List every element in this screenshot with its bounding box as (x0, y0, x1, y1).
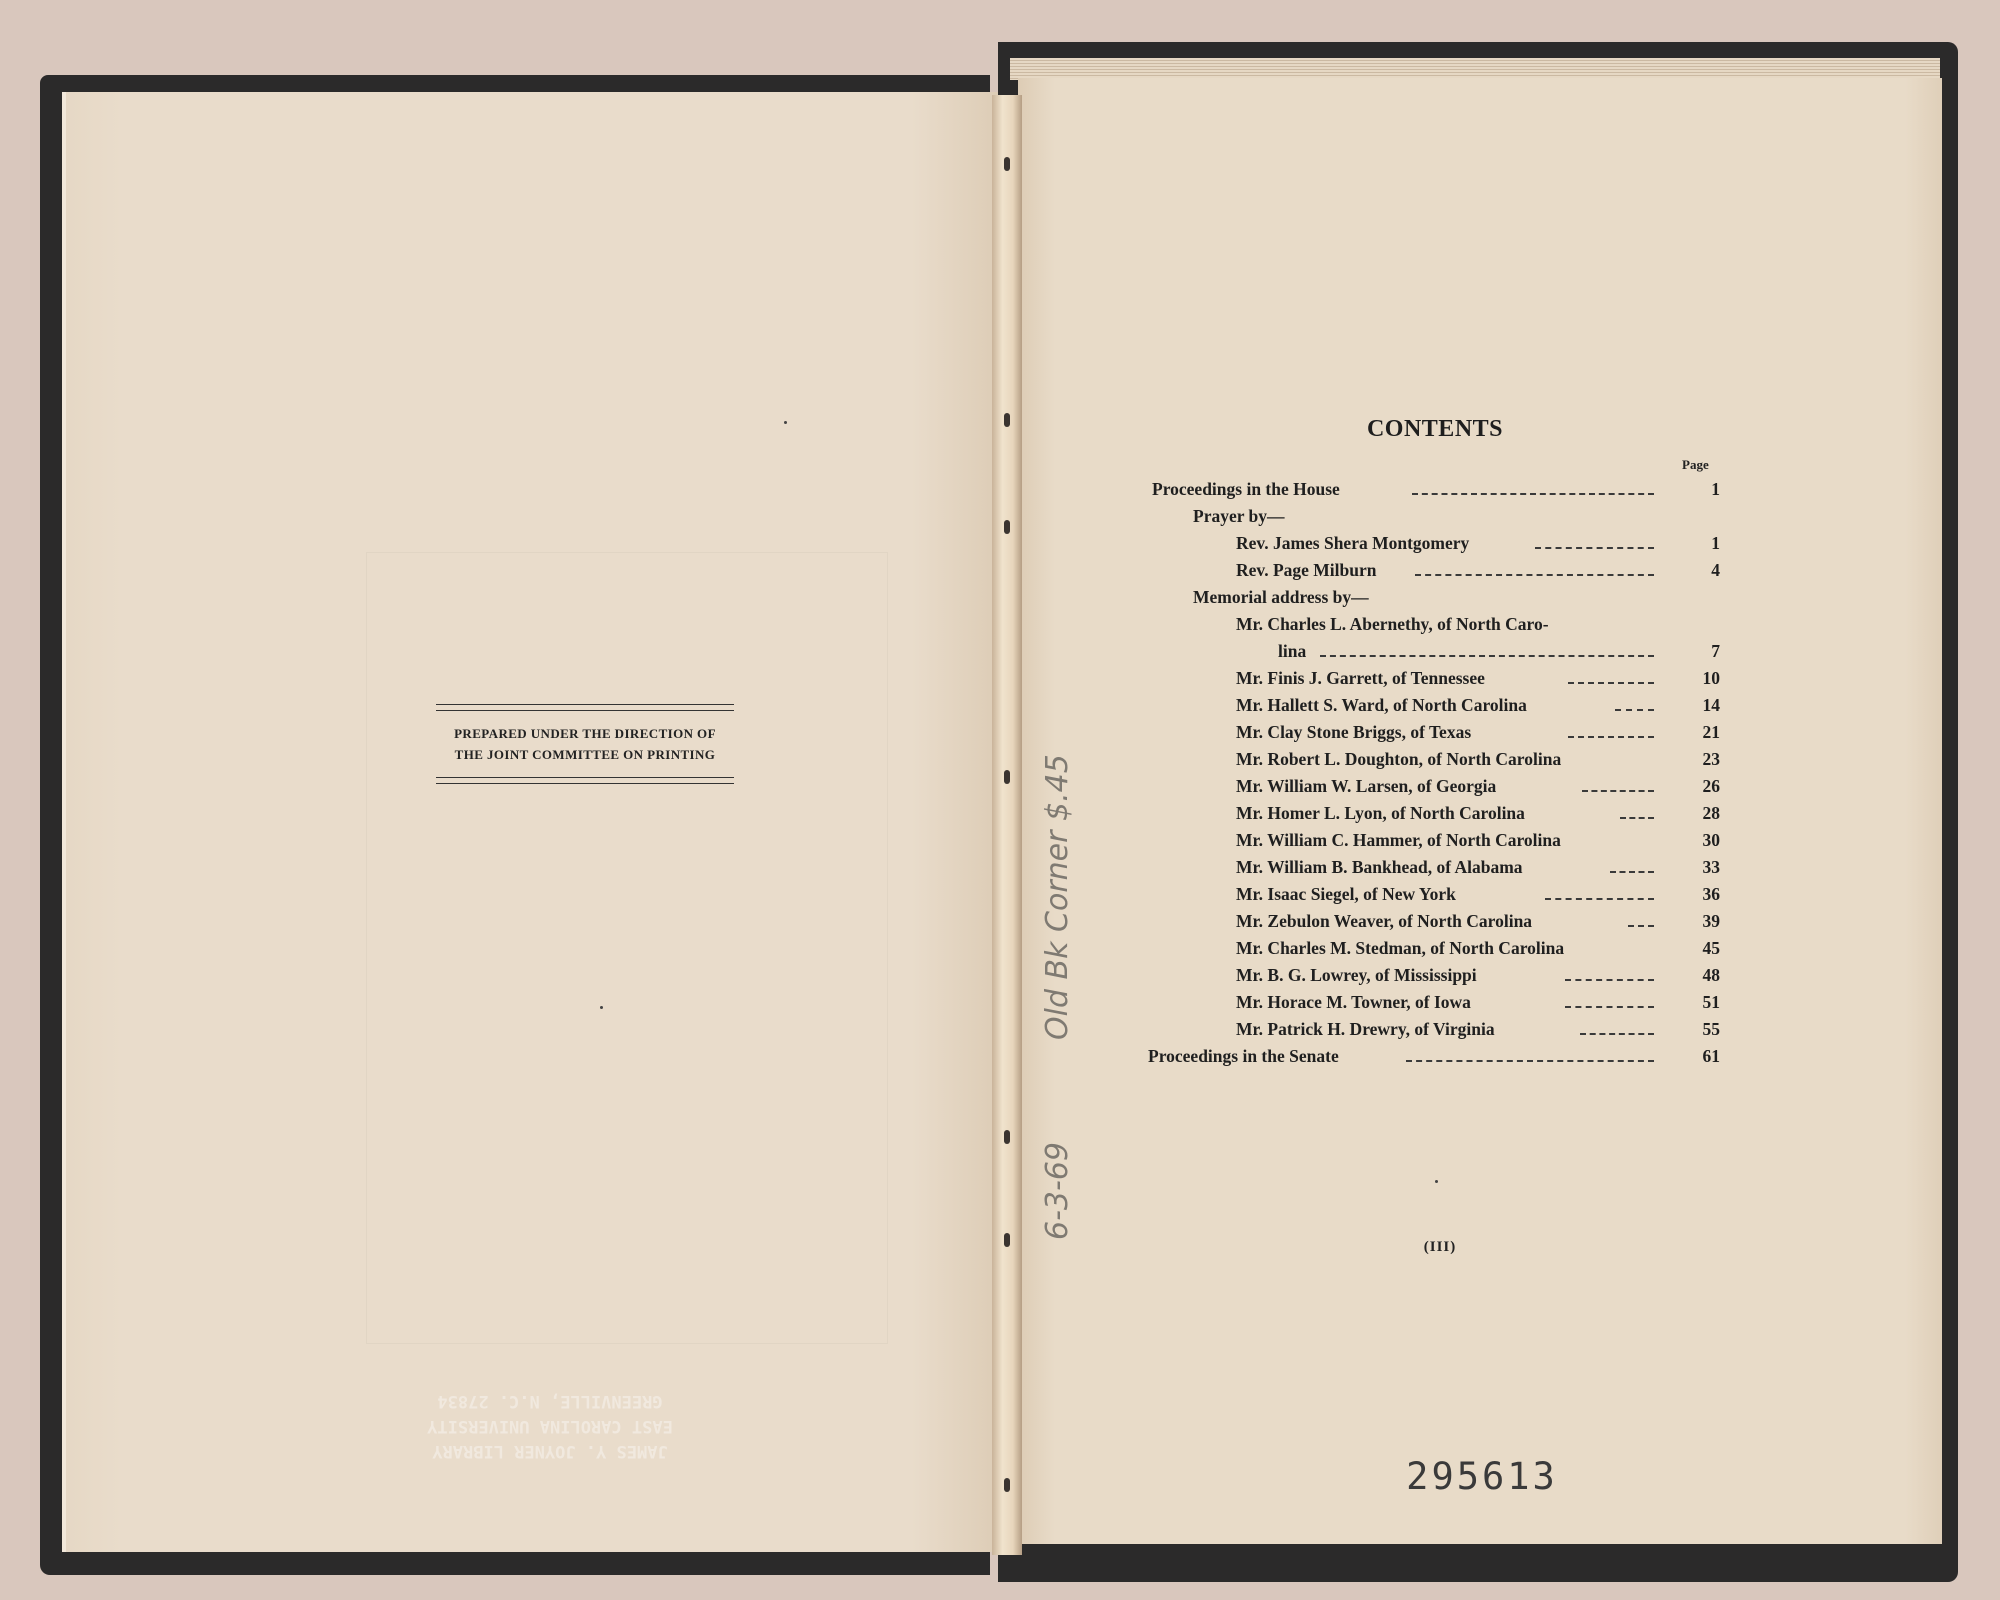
binding-stitch (1004, 770, 1010, 784)
toc-entry-page: 1 (1711, 533, 1720, 553)
page-frame-impression (366, 552, 888, 1344)
toc-entry (1150, 881, 1720, 908)
toc-entry (1150, 746, 1720, 773)
stamp-line-3: GREENVILLE, N.C. 27834 (437, 1391, 663, 1411)
toc-heading (1150, 584, 1720, 611)
toc-entry-text: Proceedings in the Senate (1148, 1046, 1339, 1066)
toc-entry-page: 51 (1702, 992, 1720, 1012)
imprint-rule-bottom (436, 777, 734, 784)
toc-entry (1150, 989, 1720, 1016)
toc-entry-page: 4 (1711, 560, 1720, 580)
toc-entry-text: Prayer by— (1193, 506, 1285, 526)
toc-entry-page: 45 (1702, 938, 1720, 958)
toc-entry-text: Mr. Finis J. Garrett, of Tennessee (1236, 668, 1485, 688)
leader-dots (1535, 545, 1654, 549)
toc-entry (1146, 1043, 1720, 1070)
toc-entry-text: Mr. Hallett S. Ward, of North Carolina (1236, 695, 1527, 715)
toc-entry-page: 61 (1702, 1046, 1720, 1066)
toc-entry-page: 33 (1702, 857, 1720, 877)
toc-entry (1150, 692, 1720, 719)
toc-entry-text: lina (1278, 641, 1307, 661)
toc-heading (1150, 503, 1720, 530)
toc-entry (1150, 476, 1720, 503)
toc-entry (1150, 611, 1720, 638)
toc-entry (1150, 557, 1720, 584)
left-page (62, 92, 1006, 1552)
page-column-header: Page (1682, 457, 1709, 472)
toc-entry (1150, 638, 1720, 665)
leader-dots (1565, 1004, 1654, 1008)
table-of-contents (1150, 476, 1720, 1070)
leader-dots (1406, 1058, 1654, 1062)
leader-dots (1582, 788, 1654, 792)
leader-dots (1568, 734, 1654, 738)
leader-dots (1610, 869, 1654, 873)
toc-entry-text: Mr. Patrick H. Drewry, of Virginia (1236, 1019, 1495, 1039)
toc-entry (1150, 962, 1720, 989)
toc-entry-text: Mr. Robert L. Doughton, of North Carolina (1236, 749, 1562, 769)
pencil-price-note: Old Bk Corner $.45 (1040, 754, 1075, 1040)
imprint-line-2: THE JOINT COMMITTEE ON PRINTING (454, 747, 716, 762)
toc-entry-text: Mr. B. G. Lowrey, of Mississippi (1236, 965, 1477, 985)
binding-stitch (1004, 1478, 1010, 1492)
book-gutter (992, 95, 1022, 1555)
toc-entry-page: 39 (1702, 911, 1720, 931)
leader-dots (1415, 572, 1654, 576)
toc-entry-text: Mr. William W. Larsen, of Georgia (1236, 776, 1497, 796)
toc-entry-text: Proceedings in the House (1152, 479, 1340, 499)
toc-entry-page: 7 (1711, 641, 1720, 661)
leader-dots (1545, 896, 1654, 900)
toc-entry-page: 21 (1702, 722, 1720, 742)
leader-dots (1412, 491, 1654, 495)
toc-entry-page: 30 (1702, 830, 1720, 850)
toc-entry (1150, 773, 1720, 800)
print-speck (600, 1006, 603, 1009)
stamp-line-2: EAST CAROLINA UNIVERSITY (427, 1416, 673, 1436)
toc-entry-text: Mr. Horace M. Towner, of Iowa (1236, 992, 1471, 1012)
toc-entry-text: Memorial address by— (1193, 587, 1369, 607)
toc-entry-page: 48 (1702, 965, 1720, 985)
toc-entry-text: Mr. William C. Hammer, of North Carolina (1236, 830, 1561, 850)
toc-entry (1150, 1016, 1720, 1043)
toc-entry (1150, 665, 1720, 692)
toc-entry-text: Mr. Clay Stone Briggs, of Texas (1236, 722, 1472, 742)
toc-entry-page: 23 (1702, 749, 1720, 769)
toc-entry-page: 26 (1702, 776, 1720, 796)
toc-entry (1150, 854, 1720, 881)
page-folio: (III) (1423, 1239, 1457, 1255)
toc-entry-page: 14 (1702, 695, 1720, 715)
pencil-date-note: 6-3-69 (1040, 1142, 1075, 1240)
toc-entry-text: Mr. Charles M. Stedman, of North Carolina (1236, 938, 1565, 958)
binding-stitch (1004, 157, 1010, 171)
toc-entry-page: 1 (1711, 479, 1720, 499)
toc-entry-text: Mr. Charles L. Abernethy, of North Caro- (1236, 614, 1549, 634)
printing-imprint (436, 704, 734, 784)
print-speck (1435, 1180, 1438, 1183)
binding-stitch (1004, 1233, 1010, 1247)
leader-dots (1615, 707, 1654, 711)
toc-entry-page: 36 (1702, 884, 1720, 904)
library-embossed-stamp (360, 1388, 740, 1463)
leader-dots (1320, 653, 1654, 657)
leader-dots (1628, 923, 1654, 927)
toc-entry (1150, 935, 1720, 962)
imprint-line-1: PREPARED UNDER THE DIRECTION OF (454, 726, 716, 741)
stamp-line-1: JAMES Y. JOYNER LIBRARY (432, 1441, 668, 1461)
binding-stitch (1004, 1130, 1010, 1144)
toc-entry (1150, 530, 1720, 557)
leader-dots (1565, 977, 1654, 981)
binding-stitch (1004, 520, 1010, 534)
toc-entry (1150, 827, 1720, 854)
contents-title: CONTENTS (1366, 416, 1504, 442)
toc-entry-page: 28 (1702, 803, 1720, 823)
page-block-edge (1010, 58, 1940, 80)
toc-entry (1150, 719, 1720, 746)
binding-stitch (1004, 413, 1010, 427)
leader-dots (1580, 1031, 1654, 1035)
toc-entry-text: Mr. William B. Bankhead, of Alabama (1236, 857, 1523, 877)
leader-dots (1568, 680, 1654, 684)
toc-entry-text: Rev. Page Milburn (1236, 560, 1377, 580)
toc-entry-text: Mr. Zebulon Weaver, of North Carolina (1236, 911, 1533, 931)
print-speck (784, 421, 787, 424)
toc-entry-page: 10 (1702, 668, 1720, 688)
toc-entry (1150, 800, 1720, 827)
toc-entry-text: Rev. James Shera Montgomery (1236, 533, 1470, 553)
toc-entry (1150, 908, 1720, 935)
accession-number-stamp: 295613 (1406, 1455, 1558, 1498)
toc-entry-page: 55 (1702, 1019, 1720, 1039)
toc-entry-text: Mr. Isaac Siegel, of New York (1236, 884, 1456, 904)
imprint-rule-top (436, 704, 734, 711)
leader-dots (1620, 815, 1654, 819)
toc-entry-text: Mr. Homer L. Lyon, of North Carolina (1236, 803, 1525, 823)
